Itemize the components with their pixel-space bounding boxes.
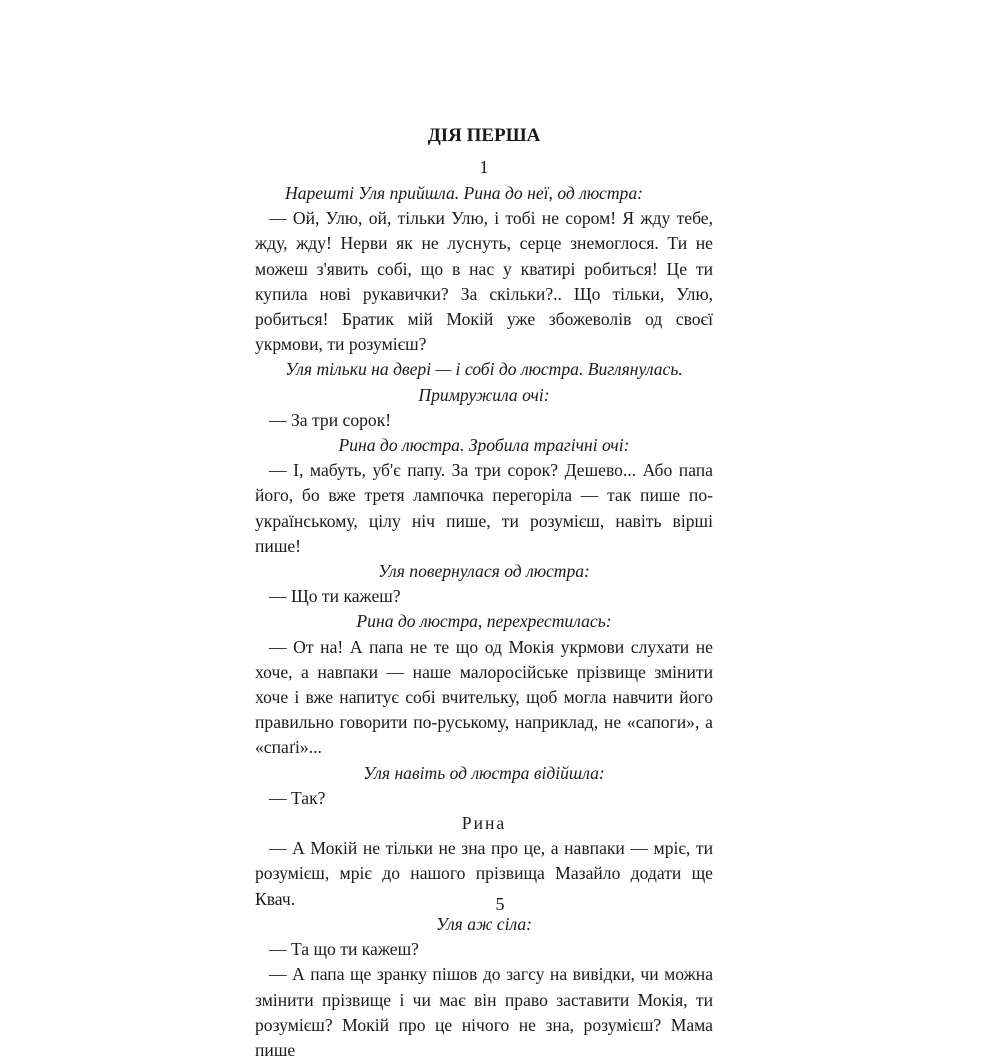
stage-direction: Рина до люстра, перехрестилась: — [356, 611, 612, 632]
dialogue-line: — А папа ще зранку пішов до загсу на вивідки, чи можна змінити прізвище і чи має він право заставити Мокія, ти розумієш? Мокій про це нічого не зна, розумієш? Мама пише — [255, 964, 713, 1060]
dialogue-line: — І, мабуть, уб'є папу. За три сорок? Дешево... Або папа його, бо вже третя лампочка перегоріла — так пише по-українському, цілу ніч пише, ти розумієш, навіть вірші пише! — [255, 460, 713, 556]
stage-direction: Нарешті Уля прийшла. Рина до неї, од люстра: — [285, 183, 643, 203]
dialogue-line: — Ой, Улю, ой, тільки Улю, і тобі не сором! Я жду тебе, жду, жду! Нерви як не луснуть, серце знемоглося. Ти не можеш з'явить собі, що в нас у кватирі робиться! Це ти купила нові рукавички? За скільки?.. Що тільки, Улю, робиться! Братик мій Мокій уже збожеволів од своєї укрмови, ти розумієш? — [255, 208, 713, 355]
speaker-name: Рина — [461, 813, 507, 834]
dialogue-line: — Та що ти кажеш? — [269, 939, 419, 960]
dialogue-line: — За три сорок! — [269, 409, 392, 430]
dialogue-line: — От на! А папа не те що од Мокія укрмови слухати не хоче, а навпаки — наше малоросійське прізвище змінити хоче і вже напитує собі вчительку, щоб могла навчити його правильно говорити по-руському, наприклад, не «сапоги», а «спаґі»... — [255, 636, 713, 758]
page-number: 5 — [495, 894, 505, 914]
dialogue-line: — Що ти кажеш? — [269, 586, 401, 607]
stage-direction: Уля повернулася од люстра: — [378, 561, 590, 582]
stage-direction: Рина до люстра. Зробила трагічні очі: — [338, 435, 630, 456]
scene-number: 1 — [479, 157, 489, 177]
stage-direction: Уля аж сіла: — [435, 913, 532, 934]
book-page — [255, 122, 713, 1063]
dialogue-line: — Так? — [269, 787, 326, 808]
stage-direction: Уля тільки на двері — і собі до люстра. Виглянулась. — [285, 359, 683, 380]
act-title: ДІЯ ПЕРША — [427, 125, 541, 146]
stage-direction: Примружила очі: — [418, 384, 550, 405]
play-text — [255, 181, 713, 1063]
stage-direction: Уля навіть од люстра відійшла: — [363, 762, 605, 783]
dialogue-line: — А Мокій не тільки не зна про це, а навпаки — мріє, ти розумієш, мріє до нашого прізвища Мазайло додати ще Квач. — [255, 838, 713, 909]
